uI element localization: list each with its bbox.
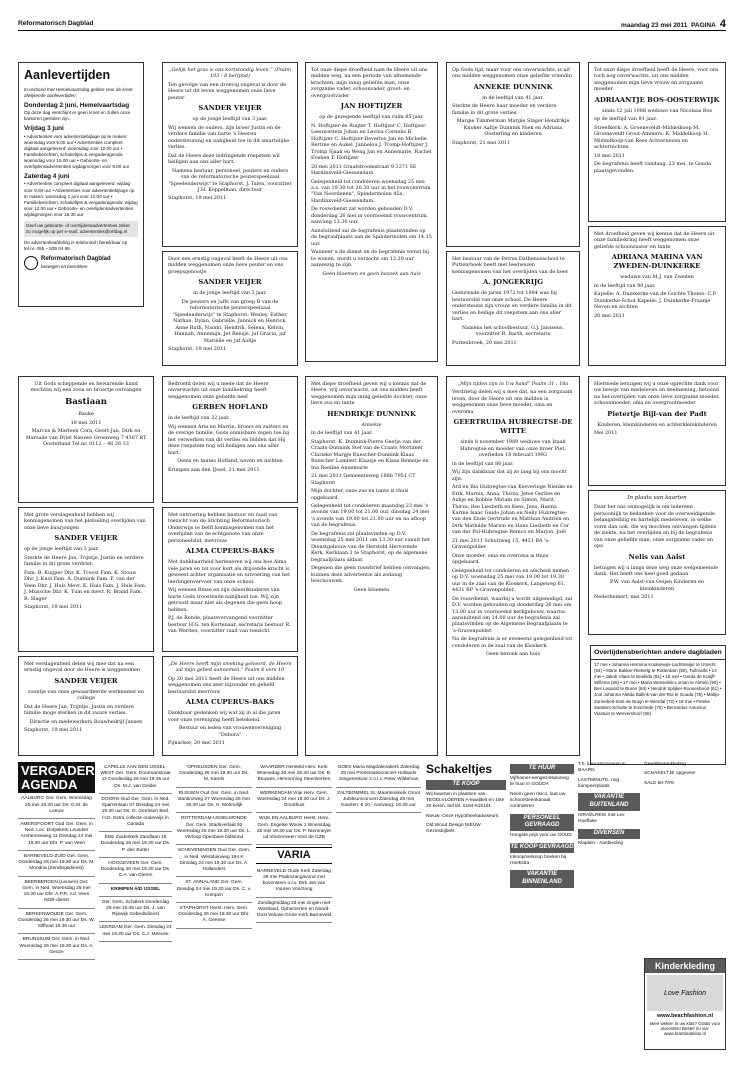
classified-item: Wij kwamen in plaatsen van TEGELVLOEREN A-kwaliteit en 1ste 20 keren, bel tel. 0184-615101 — [426, 791, 505, 810]
agenda-entry: Ger. Gem. Schalerk Donderdag 26 mei 19.45 uur Ds. J. van Rijswijk Gebedsdienst — [99, 897, 172, 923]
agenda-entry: STAPHORST Herst. Herv. Gem. Donderdag 26 mei 19.30 uur Dhr. A. Geense — [176, 903, 252, 929]
agenda-entry: Zondagmiddag 28 mei zingen met Westland, Ophemerten en Noord-Oost Veluwe Grote Kerk Barneveld — [256, 898, 332, 924]
agenda-entry: WIJK EN AALBURG Herst. Herv. Gem. Engelse Wouw 1 Woensdag 25 mei 19.30 uur Ds. P. Nienmeyer uit Vriezenveen Voor de GZB — [256, 813, 332, 845]
agenda-entry: WAARDER Hersteld Herv. Kerk Woensdag 25 mei 19.30 uur Ds. B. Bouwes, Hervorming Steenkerken — [256, 762, 332, 788]
agenda-entry: RIJSSEN Oud Ger. Gem. in Ned. Bantinzweg 27 Woensdag 25 mei 19.30 uur Ds. H. Mohnolijk — [176, 788, 252, 814]
classified-item: ISRAËLREIS met Lex Hoeflake — [578, 813, 625, 825]
agenda-title: VERGADER-AGENDA — [18, 762, 95, 793]
classifieds-column-7 — [578, 762, 640, 1050]
agenda-entry: BEERBERGEN (Leuven) Ger. Gem. in Ned. Woensdag 25 mei 19.30 uur Dhr. A.P.R. v.d. Veen NGB-dienst — [18, 877, 95, 909]
agenda-entry: BARNEVELD-ZUID Ger. Gem. Donderdag 26 mei 19.30 uur Ds. M. Mondria (Zendingsdienst) — [18, 851, 95, 877]
agenda-entry: AMERSFOORT Oud Ger. Gem. in Ned. Loc. Dorpskerk Leusden Arnhemseweg 11 Dinsdag 24 mei 19.30 uur Dhr. P. van Veen — [18, 819, 95, 851]
panel-title: Overlijdensberichten andere dagbladen — [591, 646, 725, 660]
birth-announcement-bastiaan: Uit Gods scheppende en bewarende hand mochten wij een zoon en broertje ontvangen Bastiaan Bauke 19 mei 2011 Marcus & Marleen Cora, Geert-Jan, Dirk en Marsaile van Driel Nieuwe Groenweg 7 4307 RT Oosterland Tel.nr. 0112 – 48 26 33 — [18, 376, 154, 503]
agenda-entry: CAPELLE AAN DEN IJSSEL-WEST Ger. Gem. Doormanstraat 12 Donderdag 26 mei 19.45 uur Ds. M.J. van Gelder — [99, 762, 172, 794]
logo-icon — [24, 256, 38, 270]
classified-item: LASTMINUTE, nog kampeerplaats — [578, 777, 620, 789]
advert-a-jongekrijg: Het bestuur van de Petrus Dathenusschool te Putten/hoek heeft met leedwezen kennisgenomen van het overlijden van de heer A. JONGEKRIJG Gedurende de jaren 1972 tot 1984 was hij bestuurslid van onze school. De Heere ondersteune zijn vrouw en verdere familie in dit verlies en heilige dit roepstem aan ons aller hart. Namens het schoolbestuur, G.J. Janssens, voorzitter R. Barth, secretaris Puttenbroek, 20 mei 2011 — [446, 251, 580, 366]
vergaderagenda — [18, 762, 100, 1050]
advert-bos-oosterwijk: Tot onze diepe droefheid heeft de Heere, voor ons toch nog onverwachts, uit ons midden weggenomen mijn lieve vrouw en zorgzame moeder ADRIAANTJE BOS-OOSTERWIJK sinds 12 juli 1986 weduwe van Nicolaas Bos op de leeftijd van 91 jaar. Streefkerk: A. Groeneveldt-Middelkoop M. Groeneveldt Groot-Ammers: K. Middelkoop H. Middelkoop-van Rees Achterneven en achternichten 18 mei 2011 De begrafenis heeft vandaag, 23 mei, te Gouda plaatsgevonden. — [588, 62, 726, 222]
classifieds-column-6 — [510, 762, 574, 1050]
category-vakantie-buitenland: VAKANTIE BUITENLAND — [578, 793, 640, 811]
agenda-entry: BRUNSSUM Ger. Gem. in Ned. Woensdag 25 mei 19.30 uur Ds. A. Geuze — [18, 934, 95, 960]
advert-sander-veijer-employer: Met verslagenheid delen wij mee dat na een ernstig ongeval door de Heere is weggenomen SANDER VEIJER zoontje van onze gewaardeerde werknemer en collega Dat de Heere Jan, Trijntje, Justin en verdere familie moge sterken in dit zware verlies. Directie en medewerkers Bouwbedrijf Jansen Staphorst, 19 mei 2011 — [18, 656, 154, 756]
thanks-nelis-van-aalst: In plaats van kaarten Daar het ons onmogelijk is om iedereen persoonlijk te bedanken voor de overweldigende belangstelling en hartelijk medeleven, in welke vorm dan ook, die wij mochten ontvangen tijdens de ziekte, na het overlijden en bij de begrafenis van onze geliefde man, onze zorgzame vader en opa Nelis van Aalst betuigen wij u langs deze weg onze welgemeende dank. Het heeft ons heel goed gedaan P.W. van Aalst-van Oeijen Kinderen en kleinkinderen Nederhemert, mei 2011 — [588, 490, 726, 635]
agenda-entry: OPHEUSDEN Ger. Gem. Donderdag 26 mei 19.30 uur Ds. M. Karels — [176, 762, 252, 788]
agenda-heading: KRIMPEN A/D IJSSEL — [99, 884, 172, 897]
schakeltjes-column — [337, 762, 422, 1050]
classified-item: Neem geen risico, laat uw schoorsteenkanaal controleren — [510, 791, 566, 810]
agenda-column-5 — [336, 762, 421, 902]
advert-sander-veijer-1: „Gelijk het gras is ons kortstondig leven.” (Psalm 103 : 8 berijmd) Ten gevolge van een droevig ongeval is door de Heere uit dit leven weggenomen onze lieve peuter SANDER VEIJER op de jonge leeftijd van 3 jaar. Wij wensen de ouders, zijn broer Justin en de verdere familie van harte 's Heeren ondersteuning en nabijheid toe in dit smartelijke verlies. Dat de Heere deze indringende roepstem wil heiligen aan ons aller hart. Namens bestuur, personeel, peuters en ouders van de reformatorische peuterspeelzaal "Speelenderwijs" te Staphorst, J. Talen, voorzitter J.H. Koppelman, directeur Staphorst, 19 mei 2011 — [162, 62, 298, 247]
agenda-entry: WERKENDAM Vrije Herv. Gem. Woensdag 24 mei 19.30 uur Ds. J. Groothuis — [256, 788, 332, 814]
classified-item: Geertsherenkleding — [644, 762, 686, 767]
classified-item: Hoogste prijs voor uw GOUD — [510, 833, 572, 839]
page-header — [18, 17, 726, 31]
aanlevertijden-notice: Aanlevertijden In verband met Hemelvaartsdag gelden voor de krant afwijkende aanlevertijden: Donderdag 2 juni, Hemelvaartsdag Op deze dag verschijnt er geen krant en zullen onze kantoren gesloten zijn. Vrijdag 3 juni • Advertenties voor advertentiebijlage op te maken: woensdag voor 9.00 uur • Advertenties compleet digitaal aangeleverd: woensdag voor 12.00 uur • Familieberichten, schakeltjes & vergaderagenda: woensdag voor 15.00 uur • Geboorte- en overlijdensadvertenties wijdagmorgen voor 9.00 uur Zaterdag 4 juni • Advertenties compleet digitaal aangeleverd: wijdag voor 9.00 uur • Advertenties voor advertentiebijlage op te maken: woensdag 1 juni voor 12.00 uur • Familieberichten, schakeltjes & vergaderagenda: wijdag voor 12.00 uur • Geboorte- en overlijdensadvertenties wijdagmorgen voor 18.30 uur Geef uw geboorte- of overlijdensadvertenties zeker zo mogelijk op per e-mail: advertenties@refdag.nl De advertentieafdeling is telefonisch bereikbaar op tel.nr. 055 – 539 04 99. Reformatorisch Dagblad bewegen en betrokken — [18, 62, 144, 307]
advert-annekie-dunnink: Op Gods tijd, maar voor ons onverwachts, is uit ons midden weggenomen onze geliefde vriendin ANNEKIE DUNNINK in de leeftijd van 41 jaar. Sterkte de Heere haar moeder en verdere familie in dit grote verlies. Margie Timmerman Margie Slager Hendrikje Knoker Aaltje Dunnink Niek en Adriana Oosterling en kinderen Staphorst, 21 mei 2011 — [446, 62, 580, 247]
category-diversen: DIVERSEN — [578, 829, 640, 839]
category-te-huur: TE HUUR — [510, 764, 574, 774]
classified-item: SCHAKELTJE opgeven! — [644, 771, 696, 777]
advert-hubregtse-de-witte: „Mijn tijden zijn in Uw hand” Psalm 31 : 16a Verdrietig delen wij u mee dat, na een zorgzaam leven, door de Heere uit ons midden is weggenomen onze lieve moeder, oma en overoma GEERTRUIDA HUBREGTSE-DE WITTE sinds 8 november 1989 weduwe van Izaak Hubregtse en moeder van onze broer Piet, overleden 18 februari 1993 in de leeftijd van 80 jaar. Wij zijn dankbaar dat zij zo lang bij ons mocht zijn. Ard en Bia Hubregtse-van Kesveringe Nienke en Erik, Marnix, Anna, Thirza, Jetse Gerlies en Aukje en Robbie Miriam en Simon, Marit, Thirza, Ilse Liesbeth en Kees, Jens, Hanna Karine Isaac Guido Johan en Nelly Hubregtse-van den Ende Gertrude en Matthan Andrien en Dirk Mathilde Marion en Hans Liesbeth en Cor van der Pol-Hubregtse Remco en Marjon, Joël 21 mei 2011 Schuitweg 15, 4431 BA 's-Gravenpolder Onze moeder, oma en overoma is thuis opgebaard. Gelegenheid tot condoleren en afscheid nemen op D.V. woensdag 25 mei van 19.00 tot 19.30 uur in de zaal van de Kloskerk, Langeweg 61, 4431 BP 's-Gravenpolder. De rouwdienst, waarbij u wordt uitgenodigd, zal D.V. worden gehouden op donderdag 26 mei om 13.00 uur in voornoemd kerkgebouw, waarna aansluitend om 14.00 uur de begrafenis zal plaatsvinden op de Algemene Begraafplaats te 's-Gravenpolder. Na de begrafenis is er eveneens gelegenheid tot condoleren in de zaal van de Kloskerk. Geen bezoek aan huis — [446, 376, 580, 756]
advert-sander-veijer-2: Door een ernstig ongeval heeft de Heere uit ons midden weggenomen onze lieve peuter en ons groepsgenootje SANDER VEIJER in de jonge leeftijd van 3 jaar. De peuters en juffs van groep B van de reformatorische peuterspeelzaal "Speelenderwijs" te Staphorst: Wesley, Esther, Nathan, Dylan, Gabriëlle, Jannick en Henrick, Anne Ruth, Naomi, Hendrik, Selena, Kelvin, Hannah, Annemijn, Jet Rensje, juf Gracia, juf Mariëlle en juf Aaltje Staphorst, 19 mei 2011 — [162, 251, 298, 366]
classified-item: Old Wood Design NIEUW Gezinsbijbels — [426, 823, 481, 835]
classifieds-column-8 — [644, 762, 726, 954]
category-te-koop-gevraagd: TE KOOP GEVRAAGD — [510, 843, 574, 853]
classified-item: Inkoop/verkoop boeken bij Hoekstra — [510, 854, 567, 866]
schakeltjes-title: Schakeltjes — [426, 762, 493, 776]
advert-sander-veijer-neighbours: Met grote verslagenheid hebben wij kennisgenomen van het plotseling overlijden van onze lieve buurjongen SANDER VEIJER op de jonge leeftijd van 3 jaar. Sterkte de Heere Jan, Trijntje, Justin en verdere familie in dit grote verdriet. Fam. B. Kuijper Dhr. K. Troost Fam. K. Stouw Dhr. J. Knol Fam. A. Dunnink Fam. F. van der Veen Dhr. J. Huls Mevr. K. Huls Fam. J. Huls Fam. J. Mussche Dhr. K. Tuin en mevr. R. Brand Fam. B. Slager Staphorst, 19 mei 2011 — [18, 507, 154, 652]
classified-item: T.h. luxe stacaravan in BAARN — [578, 762, 626, 774]
agenda-entry: AALBURG Ger. Gem. Woensdag 25 mei 19.30 uur Ds. G.M. de Leeuw — [18, 793, 95, 819]
advert-alma-cuperus-baks-1: Met ontroering hebben bestuur en raad van toezicht van de Stichting Reformatorisch Onderwijs te Delft kennisgenomen van het overlijden van de echtgenote van onze personeelslid, mevrouw ALMA CUPERUS-BAKS Met dankbaarheid herinneren wij ons hoe Alma vele jaren en tot voor kort als drijvende kracht is geweest achter organisatie en uitvoering van het leerlingenvervoer van onze school. Wij wensen Rinse en zijn (klein)kinderen van harte Gods troostende nabijheid toe. Wij zijn getroost maar niet als degenen die geen hoop hebben. P.J. de Ronde, plaatsvervangend voorzitter bestuur H.G. ten Kortenaar, secretaris bestuur R. van Werden, voorzitter raad van toezicht — [162, 507, 298, 652]
classified-item: Klaplein - Aanbieding — [578, 840, 624, 846]
category-vakantie-binnenland: VAKANTIE BINNENLAND — [510, 870, 574, 888]
advert-image: Love Fashion — [647, 975, 723, 1011]
page-info: maandag 23 mei 2011 PAGINA 4 — [620, 18, 726, 30]
agenda-column-2 — [99, 762, 172, 1050]
agenda-entry: DOORN Oud Ger. Gem. in Ned. Sparrenlaan 57 Dinsdag 24 mei 19.30 uur Ds. G. Gerritsen Bed. H.D. Extra collecte onderwijs in Canada — [99, 794, 172, 832]
category-personeel: PERSONEEL GEVRAAGD — [510, 814, 574, 832]
kinderkleding-advert[interactable] — [644, 958, 726, 1050]
agenda-column-4 — [256, 762, 332, 1050]
category-te-koop: TE KOOP — [426, 780, 506, 790]
advert-title: Kinderkleding — [645, 959, 725, 973]
schakeltjes-block — [426, 762, 506, 1050]
advert-gerben-hofland: Bedroefd delen wij u mede dat de Heere onverwachts uit onze familiekring heeft weggenomen onze geliefde neef GERBEN HOFLAND in de leeftijd van 22 jaar. Wij wensen Arie en Marrie, broers en zusters en de overige familie, Gods onmisbare zegen toe bij het verwerken van dit verlies en bidden dat Hij deze roepstem nog wil heiligen aan ons aller hart. Ooms en tantes Hofland, neven en nichten Krimpen aan den IJssel, 21 mei 2011 — [162, 376, 298, 503]
krant-in-de-klas-promo: twee weken in uw klas? Gratis voor docenten! Bestel nu via: www.krantindeklas.nl — [649, 1021, 721, 1036]
agenda-entry: ST. ANNALAND Ger. Gem. Dinsdag 24 mei 19.30 uur Ds. C. v. Krimpen — [176, 877, 252, 903]
classified-item: Nieuw: Onze Hypotheekadviseurs — [426, 813, 499, 819]
agenda-entry: HOOGEVEEN Ger. Gem. Donderdag 26 mei 19.30 uur Ds. C.A. van Dieren — [99, 858, 172, 884]
agenda-entry: LEERDAM Ger. Gem. Dinsdag 24 mei 19.30 uur Ds. C.J. Meeuse — [99, 922, 172, 941]
agenda-entry: ZALTBOMMEL St. Maartenskerk Groot Jubileumconcert Zaterdag 28 mei Kaarten: € 10,- Aanvang: 19.30 uur — [336, 788, 421, 814]
agenda-entry: SCHEVENINGEN Oud Ger. Gem. in Ned. Westduinweg 194 K Dinsdag 24 mei 19.30 uur Ds. A. Hollanders — [176, 845, 252, 877]
agenda-entry: EDE Zuiderkerk Zandlaan 16 Donderdag 26 mei 19.30 uur Ds. P. den Butter — [99, 832, 172, 858]
advert-jan-hoftijzer: Tot onze diepe droefheid nam de Heere uit ons midden weg, na een periode van afnemende krachten, mijn innig geliefde man, onze zorgzame vader, schoonvader, groot- en overgrootvader JAN HOFTIJZER op de gezegende leeftijd van ruim 85 jaar. N. Hoftijzer-de Ruijter T. Hoftijzer C. Hoftijzer-Leeuwestein Johan en Levina Cornelis B. Hoftijzer C. Hoftijzer-Beverloo Jan en Michelle Bertine en Aukel, Jannelou J. Tromp-Hoftijzer J. Tromp Sjaak en Weng Jan en Annemarie, Rachel Evelien T. Hoftijzer 20 mei 2011 Graafstroomstraat 9 3371 SE Hardinxveld-Giessendam Gelegenheid tot condoleren woensdag 25 mei a.s. van 19.30 tot 20.30 uur in het rouwcentrum "Van Noordenen", Spindermolen 45a, Hardinxveld-Giessendam. De rouwdienst zal worden gehouden D.V. donderdag 26 mei in voornoemd rouwcentrum, aanvang 13.30 uur. Aansluitend zal de begrafenis plaatsvinden op de begraafplaats aan de Spindermolen om 14.15 uur. Wanneer u de dienst en de begrafenis wenst bij te wonen, wordt u verzocht om 13.20 uur aanwezig te zijn. Geen bloemen en geen bezoek aan huis — [305, 62, 438, 362]
classified-item: SALE 50-70% — [644, 780, 675, 786]
advert-hendrikje-dunnink: Met diepe droefheid geven wij u kennis dat de Heere, vrij onverwacht, uit ons midden heeft weggenomen mijn innig geliefde dochter, onze lieve zus en tante HENDRIKJE DUNNINK Annekie in de leeftijd van 41 jaar. Staphorst: K. Dunnink-Pierre Geetje van der Craats-Dunnink Stef van de Craats Mortimer Clarieke Margje Ruescher-Dunnink Klaas Ruescher Lambert Klaasje en Klaas Remeije en Ina Roeline Annemarie 21 mei 2011 Gemeenteweg 188b 7951 CT Staphorst Mijn dochter, onze zus en tante is thuis opgebaard. Gelegenheid tot condoleren maandag 23 mei 's avonds van 19.00 tot 21.00 uur, dinsdag 24 mei 's avonds van 19.00 tot 21.00 uur en na afloop van de begrafenis. De begrafenis zal plaatsvinden op D.V. woensdag 25 mei 2011 om 13.30 uur vanuit het Dienstgebouw van de Hersteld Hervormde Kerk, Kerklaan 1 te Staphorst, op de algemene begraafplaats aldaar. Degenen die geen rouwbrief hebben ontvangen, kunnen deze advertentie als zodanig beschouwen. Geen bloemen — [305, 376, 438, 756]
overlijdensberichten-panel: Overlijdensberichten andere dagbladen 17 mei • Johanna Hermina Koolenwijn-Lachtmeijer te Utrecht (54) • Marie Bakker-Rietvelg te Rotterdam (80), Tullmarkt • 14 mei • Jakob Vlaes te Boeklds (91) • 16 mei • Gerda de Kraijff-Willems (65) • 17 mei • Maria Wesselink-Loman te Almelo (90) • Bes Leopold te Buren (84) • Hendrik Splijker-Roosenboort (61) • Jool Johanna Aletda Ballink-van der Rui te Gouda (75) • Mattje Zonnebelt-Smit-de Bruijn te Wierdal (72) • 18 mei • Femke Sanders-Schulte te Enschede (75) • Bernardus Antonius Vlastuin te Wervershoof (86) — [590, 645, 726, 765]
publication-name: Reformatorisch Dagblad — [18, 20, 94, 27]
agenda-entry: BERKENWOUDE Ger. Gem. Donderdag 26 mei 19.30 uur Ds. W. Silfhout 19.30 uur — [18, 909, 95, 935]
thanks-bijl-van-der-padt: Hiermede betuigen wij u onze oprechte dank voor uw bewijs van medeleven en deelneming, betoond na het overlijden van onze lieve zorgzame moeder, schoonmoeder, oma en overgrootmoeder Pietertje Bijl-van der Padt Kinderen, kleinkinderen en achterkleinkinderen Mei 2011 — [588, 376, 726, 486]
agenda-column-3 — [176, 762, 252, 1050]
agenda-entry: ROTTERDAM-IJSSELMONDE Ger. Gem. Stadsverlaat 92 Woensdag 25 mei 19.30 uur Ds. L. Verloop Openbare bidstond — [176, 813, 252, 845]
advert-van-zweden-duinkerke: Met droefheid geven wij kennis dat de Heere uit onze familiekring heeft weggenomen onze geliefde schoonzuster en tante ADRIANA MARINA VAN ZWEDEN-DUINKERKE weduwe van M.J. van Zweden in de leeftijd van 90 jaar. Kapelle: A. Duinkerke-van de Guchte Tholen: C.P. Duinkerke-Schot Kapelle: J. Duinkerke-Fraanje Neven en nichten 20 mei 2011 — [588, 226, 726, 366]
agenda-entry: GOES Maria Magdalenakerk Zaterdag 28 mei Presentatieconcert Hollands Jongerenkoor 2 o.l.v. Peter Wildeman — [336, 762, 421, 788]
rd-logo: Reformatorisch Dagblad bewegen en betrokken — [24, 256, 138, 270]
classified-item: Vijfhamer-eengezinswoning te huur in GOUDA — [510, 775, 569, 788]
notice-title: Aanlevertijden — [24, 68, 111, 82]
varia-heading: VARIA — [256, 847, 332, 863]
agenda-entry: BARNEVELD Oude Kerk Zaterdag 28 mei Psalmzangavond met bovenstem o.l.v. Dirk Jan van Vuuren Voorzang — [256, 866, 332, 898]
advert-url[interactable]: www.beachfashion.nl — [656, 1013, 714, 1019]
advert-alma-cuperus-baks-2: „De Heere heeft mijn smeking gehoord, de Heere zal mijn gebed aannemen.” Psalm 6 vers 10 Op 20 mei 2011 heeft de Heere uit ons midden weggenomen ons zeer bijzonder en geliefd bestuurslid mevrouw ALMA CUPERUS-BAKS Dankbaar gedenken wij wat zij in al die jaren voor onze vereniging heeft betekend. Bestuur en leden van vrouwenvereniging "Debora" Pijnacker, 20 mei 2011 — [162, 656, 298, 756]
